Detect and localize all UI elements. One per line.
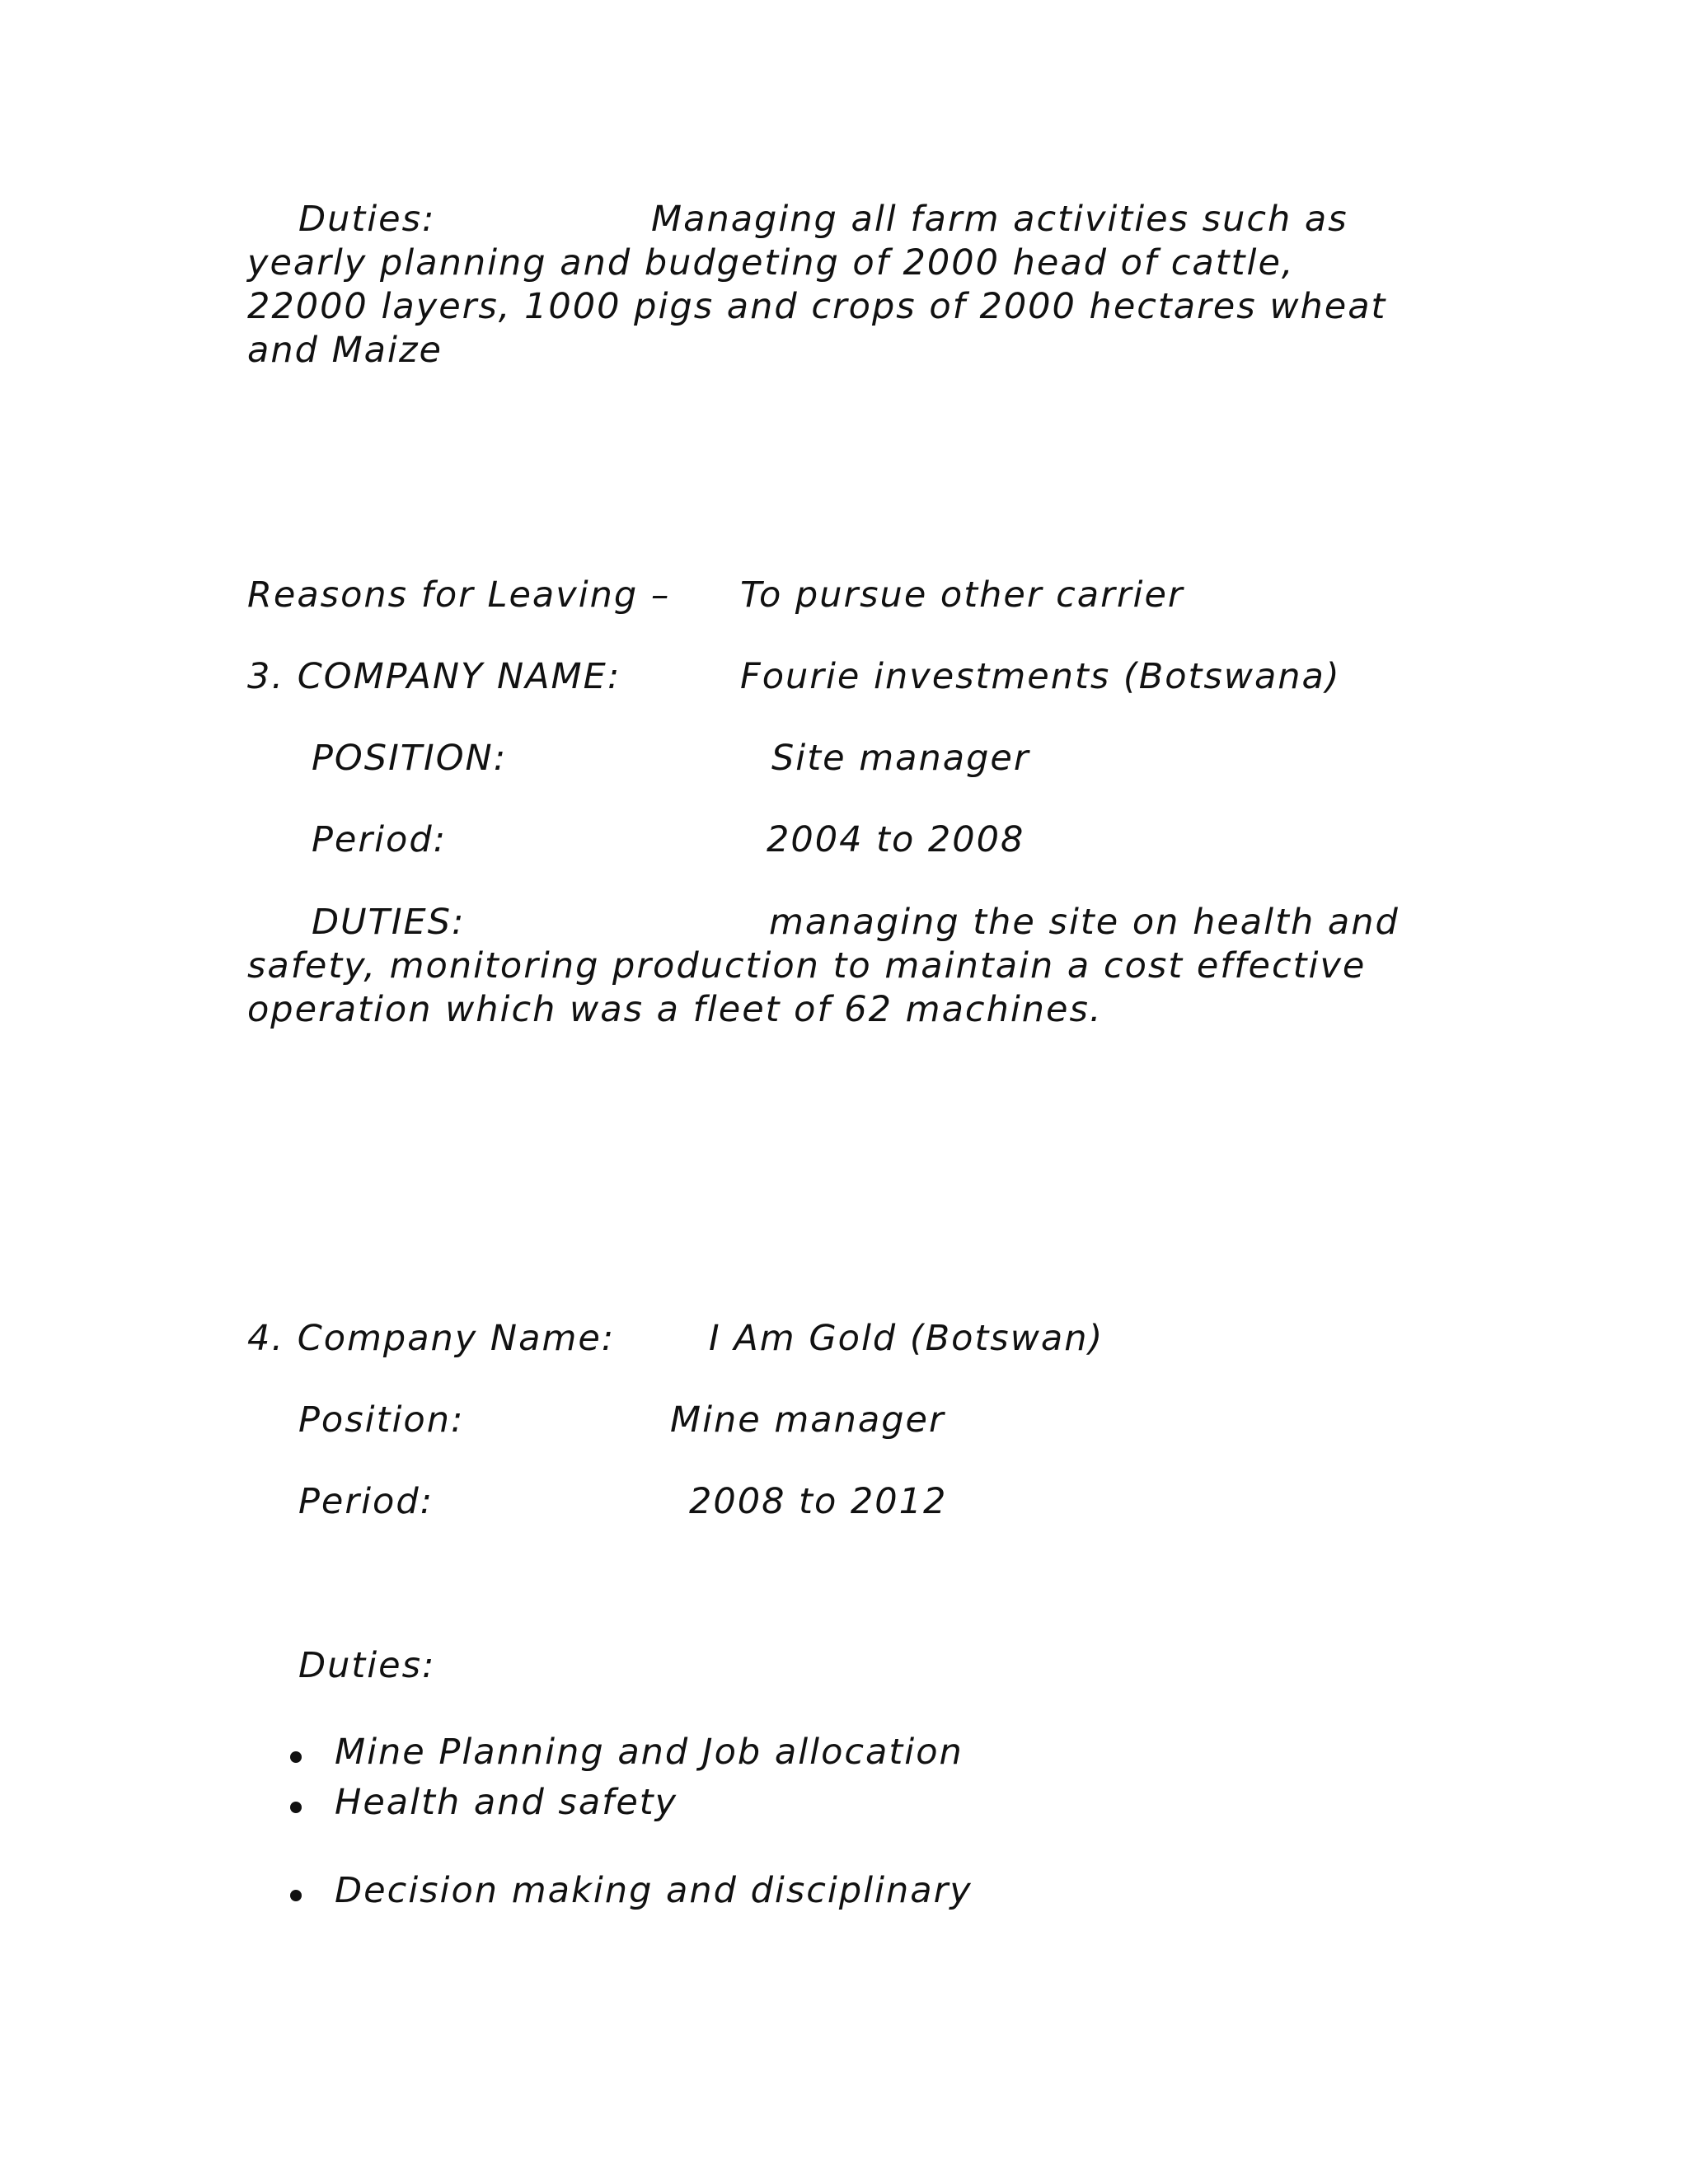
position-value: Site manager bbox=[771, 738, 1030, 779]
duties-text-line: and Maize bbox=[247, 330, 443, 371]
duties-text-line: Managing all farm activities such as bbox=[651, 199, 1348, 240]
duties-text-line: 22000 layers, 1000 pigs and crops of 2000 hectares wheat bbox=[247, 286, 1387, 327]
bullet-icon bbox=[290, 1890, 302, 1901]
period-value: 2008 to 2012 bbox=[689, 1481, 948, 1522]
duties-label: Duties: bbox=[298, 1645, 436, 1686]
bullet-icon bbox=[290, 1802, 302, 1813]
reasons-for-leaving-value: To pursue other carrier bbox=[740, 574, 1184, 616]
period-label: Period: bbox=[312, 819, 448, 860]
company-name-label: 3. COMPANY NAME: bbox=[247, 656, 621, 697]
company-name-value: I Am Gold (Botswan) bbox=[709, 1318, 1104, 1359]
duties-text-line: managing the site on health and bbox=[769, 902, 1400, 943]
reasons-for-leaving-label: Reasons for Leaving – bbox=[247, 574, 671, 616]
period-label: Period: bbox=[298, 1481, 434, 1522]
duties-label: Duties: bbox=[298, 199, 436, 240]
duties-text-line: safety, monitoring production to maintain a cost effective bbox=[247, 945, 1367, 987]
position-label: POSITION: bbox=[312, 738, 508, 779]
duties-list-item: Decision making and disciplinary bbox=[335, 1870, 973, 1911]
duties-list-item: Health and safety bbox=[335, 1782, 678, 1823]
duties-text-line: operation which was a fleet of 62 machines. bbox=[247, 989, 1103, 1030]
duties-label: DUTIES: bbox=[312, 902, 466, 943]
duties-list-item: Mine Planning and Job allocation bbox=[335, 1732, 964, 1773]
duties-text-line: yearly planning and budgeting of 2000 head of cattle, bbox=[247, 242, 1295, 284]
position-value: Mine manager bbox=[670, 1399, 945, 1441]
position-label: Position: bbox=[298, 1399, 465, 1441]
company-name-label: 4. Company Name: bbox=[247, 1318, 616, 1359]
period-value: 2004 to 2008 bbox=[767, 819, 1025, 860]
bullet-icon bbox=[290, 1751, 302, 1763]
company-name-value: Fourie investments (Botswana) bbox=[740, 656, 1341, 697]
